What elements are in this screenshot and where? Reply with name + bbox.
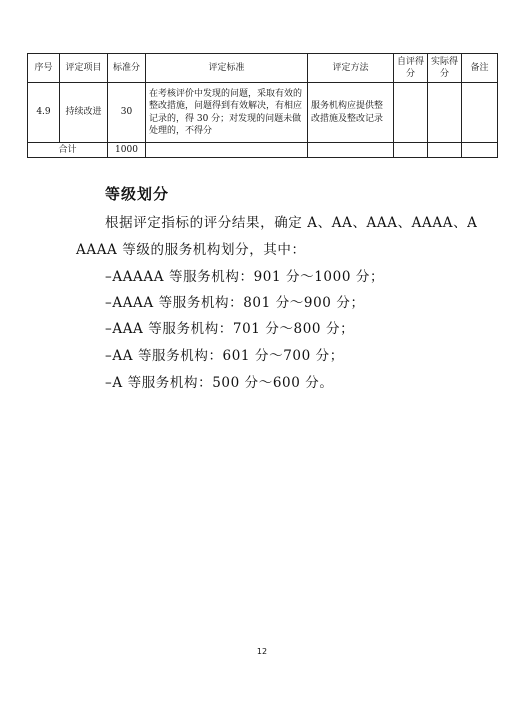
grade-item-aaaa: –AAAA 等服务机构：801 分～900 分； bbox=[105, 295, 365, 311]
table-header-row bbox=[28, 54, 498, 83]
scoring-table bbox=[27, 53, 498, 158]
cell-item: 持续改进 bbox=[60, 83, 108, 143]
cell-criteria: 在考核评价中发现的问题，采取有效的整改措施，问题得到有效解决，有相应记录的，得 30 分；对发现的问题未做处理的，不得分 bbox=[146, 83, 308, 143]
grade-item-aaaaa: –AAAAA 等服务机构：901 分～1000 分； bbox=[105, 269, 385, 285]
intro-line-1: 根据评定指标的评分结果，确定 A、AA、AAA、AAAA、A bbox=[105, 215, 478, 231]
grade-item-aaa: –AAA 等服务机构：701 分～800 分； bbox=[105, 321, 355, 337]
header-standard-score: 标准分 bbox=[108, 54, 146, 83]
empty-cell bbox=[308, 143, 394, 158]
grade-item-a: –A 等服务机构：500 分～600 分。 bbox=[105, 375, 334, 391]
table-total-row bbox=[28, 143, 498, 158]
cell-method: 服务机构应提供整改措施及整改记录 bbox=[308, 83, 394, 143]
cell-score: 30 bbox=[108, 83, 146, 143]
header-remark: 备注 bbox=[462, 54, 498, 83]
intro-line-2: AAAA 等级的服务机构划分，其中： bbox=[76, 242, 306, 258]
empty-cell bbox=[462, 143, 498, 158]
header-actual-score: 实际得分 bbox=[428, 54, 462, 83]
empty-cell bbox=[394, 143, 428, 158]
cell-no: 4.9 bbox=[28, 83, 60, 143]
total-label: 合计 bbox=[28, 143, 108, 158]
header-method: 评定方法 bbox=[308, 54, 394, 83]
grade-item-aa: –AA 等服务机构：601 分～700 分； bbox=[105, 348, 344, 364]
table-row bbox=[28, 83, 498, 143]
header-no: 序号 bbox=[28, 54, 60, 83]
header-self-score: 自评得分 bbox=[394, 54, 428, 83]
section-heading: 等级划分 bbox=[105, 185, 170, 203]
total-value: 1000 bbox=[108, 143, 146, 158]
header-criteria: 评定标准 bbox=[146, 54, 308, 83]
header-item: 评定项目 bbox=[60, 54, 108, 83]
empty-cell bbox=[146, 143, 308, 158]
page-number: 12 bbox=[256, 647, 268, 656]
cell-actual-score bbox=[428, 83, 462, 143]
empty-cell bbox=[428, 143, 462, 158]
cell-remark bbox=[462, 83, 498, 143]
cell-self-score bbox=[394, 83, 428, 143]
